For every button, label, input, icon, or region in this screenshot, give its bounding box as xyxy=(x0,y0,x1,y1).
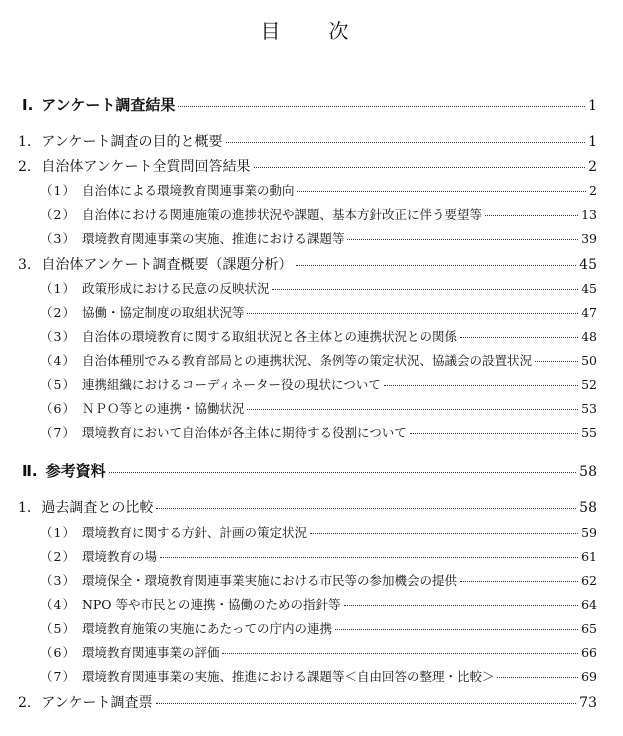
toc-section-1-3[interactable] xyxy=(18,254,597,274)
toc-page-number: 13 xyxy=(581,207,597,222)
dot-leader xyxy=(384,385,578,386)
toc-page-number: 48 xyxy=(581,329,597,344)
toc-subsection[interactable] xyxy=(40,229,597,247)
toc-subsection-number: （1） xyxy=(40,183,76,198)
toc-section-title: 過去調査との比較 xyxy=(41,500,154,516)
toc-subsection-number: （1） xyxy=(40,281,76,296)
toc-section-title: アンケート調査の目的と概要 xyxy=(41,134,223,150)
toc-section-title: 自治体アンケート全質問回答結果 xyxy=(41,159,251,175)
dot-leader xyxy=(178,106,585,107)
dot-leader xyxy=(160,557,578,558)
toc-page-number: 59 xyxy=(581,525,597,540)
toc-part-title: アンケート調査結果 xyxy=(41,96,176,114)
toc-subsection-number: （4） xyxy=(40,353,76,368)
toc-subsection[interactable] xyxy=(40,667,597,685)
toc-section-title: 自治体アンケート調査概要（課題分析） xyxy=(41,257,293,273)
toc-subsection-title: 政策形成における民意の反映状況 xyxy=(81,281,270,296)
toc-subsection[interactable] xyxy=(40,399,597,417)
toc-subsection-number: （7） xyxy=(40,425,76,440)
toc-part-number: Ⅰ. xyxy=(22,96,34,114)
dot-leader xyxy=(535,361,578,362)
toc-page-number: 47 xyxy=(581,305,597,320)
toc-subsection-number: （2） xyxy=(40,305,76,320)
toc-subsection-title: 連携組織におけるコーディネーター役の現状について xyxy=(81,377,381,392)
toc-subsection-number: （1） xyxy=(40,525,76,540)
toc-page-number: 61 xyxy=(581,549,597,564)
toc-page-number: 45 xyxy=(581,281,597,296)
dot-leader xyxy=(247,409,578,410)
dot-leader xyxy=(247,313,578,314)
dot-leader xyxy=(347,239,578,240)
dot-leader xyxy=(272,289,578,290)
dot-leader xyxy=(156,703,577,704)
toc-page-number: 55 xyxy=(581,425,597,440)
toc-subsection-title: 自治体による環境教育関連事業の動向 xyxy=(81,183,295,198)
toc-page-number: 50 xyxy=(581,353,597,368)
dot-leader xyxy=(485,215,578,216)
toc-subsection-number: （4） xyxy=(40,597,76,612)
toc-subsection[interactable] xyxy=(40,423,597,441)
toc-section-number: 1. xyxy=(18,500,32,516)
toc-subsection-number: （5） xyxy=(40,621,76,636)
toc-subsection-title: ＮＰＯ等との連携・協働状況 xyxy=(81,401,245,416)
toc-page-number: 2 xyxy=(589,183,597,198)
dot-leader xyxy=(344,605,579,606)
toc-page-number: 2 xyxy=(588,159,597,175)
toc-subsection[interactable] xyxy=(40,619,597,637)
toc-subsection-title: 自治体における関連施策の進捗状況や課題、基本方針改正に伴う要望等 xyxy=(81,207,482,222)
toc-subsection[interactable] xyxy=(40,375,597,393)
dot-leader xyxy=(460,337,578,338)
toc-subsection[interactable] xyxy=(40,351,597,369)
dot-leader xyxy=(226,142,586,143)
toc-page-number: 1 xyxy=(588,134,597,150)
toc-page-number: 66 xyxy=(581,645,597,660)
toc-page-number: 69 xyxy=(581,669,597,684)
toc-subsection-title: 環境保全・環境教育関連事業実施における市民等の参加機会の提供 xyxy=(81,573,457,588)
toc-subsection-number: （6） xyxy=(40,401,76,416)
toc-subsection[interactable] xyxy=(40,595,597,613)
toc-part-1[interactable] xyxy=(22,94,597,115)
toc-page-number: 62 xyxy=(581,573,597,588)
toc-subsection[interactable] xyxy=(40,327,597,345)
toc-subsection-number: （3） xyxy=(40,573,76,588)
toc-section-2-1[interactable] xyxy=(18,497,597,517)
toc-section-number: 1. xyxy=(18,134,32,150)
toc-section-1-2[interactable] xyxy=(18,156,597,176)
toc-subsection[interactable] xyxy=(40,571,597,589)
dot-leader xyxy=(156,508,576,509)
toc-subsection[interactable] xyxy=(40,181,597,199)
toc-subsection-number: （7） xyxy=(40,669,76,684)
dot-leader xyxy=(497,677,578,678)
toc-page-number: 65 xyxy=(581,621,597,636)
toc-subsection-number: （2） xyxy=(40,549,76,564)
toc-page-number: 53 xyxy=(581,401,597,416)
toc-part-2[interactable] xyxy=(22,460,597,481)
toc-subsection[interactable] xyxy=(40,523,597,541)
toc-part-title: 参考資料 xyxy=(45,462,106,480)
toc-section-number: 3. xyxy=(18,257,32,273)
toc-subsection-number: （2） xyxy=(40,207,76,222)
dot-leader xyxy=(310,533,578,534)
page-title: 目 次 xyxy=(260,19,363,43)
toc-section-title: アンケート調査票 xyxy=(41,695,153,711)
toc-page-number: 58 xyxy=(579,464,597,480)
toc-subsection-number: （5） xyxy=(40,377,76,392)
toc-subsection-number: （3） xyxy=(40,231,76,246)
toc-section-number: 2. xyxy=(18,159,32,175)
toc-subsection-title: 自治体種別でみる教育部局との連携状況、条例等の策定状況、協議会の設置状況 xyxy=(81,353,532,368)
dot-leader xyxy=(222,653,578,654)
toc-subsection-title: 環境教育施策の実施にあたっての庁内の連携 xyxy=(81,621,332,636)
toc-page-number: 58 xyxy=(579,500,597,516)
toc-subsection-title: 環境教育関連事業の実施、推進における課題等＜自由回答の整理・比較＞ xyxy=(81,669,495,684)
toc-section-1-1[interactable] xyxy=(18,131,597,151)
toc-subsection[interactable] xyxy=(40,279,597,297)
toc-page-number: 1 xyxy=(588,98,597,114)
dot-leader xyxy=(296,265,577,266)
toc-subsection-number: （3） xyxy=(40,329,76,344)
toc-subsection-title: 環境教育関連事業の評価 xyxy=(81,645,220,660)
dot-leader xyxy=(335,629,578,630)
toc-page-number: 73 xyxy=(579,695,597,711)
toc-page-number: 39 xyxy=(581,231,597,246)
toc-subsection[interactable] xyxy=(40,205,597,223)
dot-leader xyxy=(460,581,578,582)
dot-leader xyxy=(254,167,586,168)
toc-subsection-title: 環境教育に関する方針、計画の策定状況 xyxy=(81,525,307,540)
toc-subsection-title: NPO 等や市民との連携・協働のための指針等 xyxy=(81,597,341,612)
toc-subsection-title: 自治体の環境教育に関する取組状況と各主体との連携状況との関係 xyxy=(81,329,457,344)
toc-section-number: 2. xyxy=(18,695,32,711)
toc-page-number: 52 xyxy=(581,377,597,392)
dot-leader xyxy=(410,433,578,434)
toc-subsection[interactable] xyxy=(40,643,597,661)
dot-leader xyxy=(297,191,586,192)
toc-section-2-2[interactable] xyxy=(18,692,597,712)
toc-page-number: 45 xyxy=(579,257,597,273)
toc-subsection-title: 環境教育の場 xyxy=(81,549,157,564)
toc-subsection-title: 環境教育関連事業の実施、推進における課題等 xyxy=(81,231,345,246)
toc-subsection[interactable] xyxy=(40,547,597,565)
toc-subsection-title: 環境教育において自治体が各主体に期待する役割について xyxy=(81,425,407,440)
toc-subsection-title: 協働・協定制度の取組状況等 xyxy=(81,305,245,320)
toc-subsection-number: （6） xyxy=(40,645,76,660)
toc-page-number: 64 xyxy=(581,597,597,612)
dot-leader xyxy=(109,472,577,473)
toc-subsection[interactable] xyxy=(40,303,597,321)
toc-part-number: Ⅱ. xyxy=(22,462,38,480)
